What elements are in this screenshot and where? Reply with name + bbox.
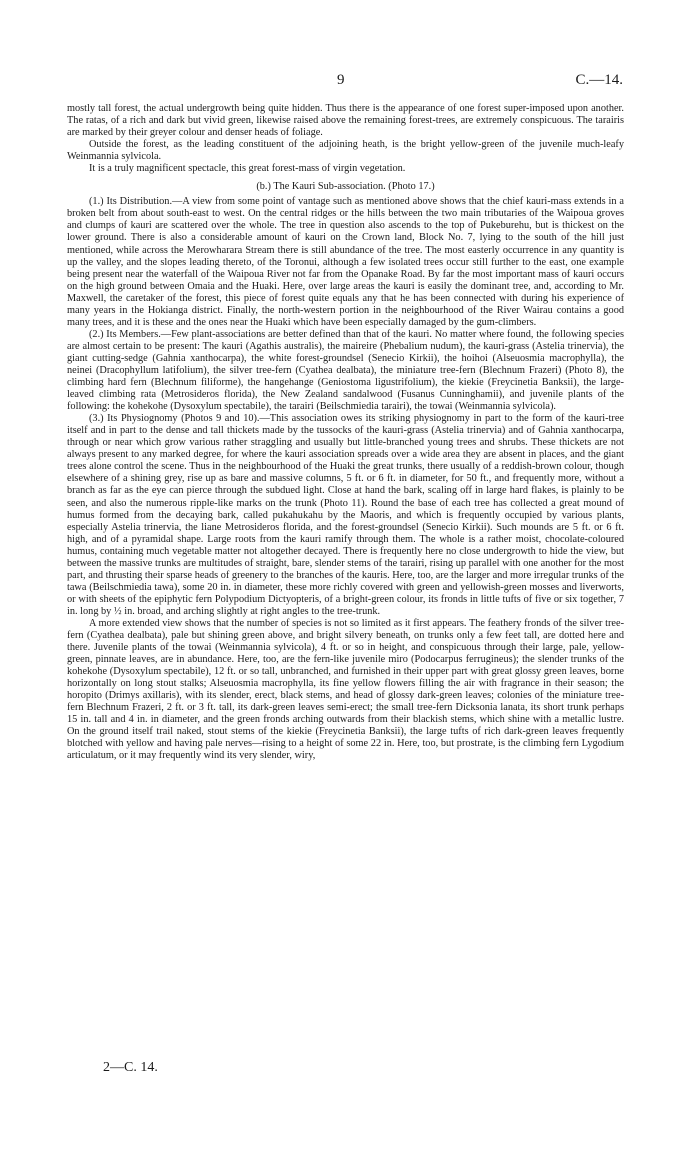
paragraph-distribution: (1.) Its Distribution.—A view from some point of vantage such as mentioned above shows that the chief kauri-mass extends in a broken belt from about south-east to west. On the central ridges or the hills between the two main tributaries of the Waipoua groves and clumps of kauri are scattered over the whole. The tree in question also ascends to the top of Pukeburehu, but is thickest on the lower ground. There is also a considerable amount of kauri on the Crown land, Block No. 7, lying to the south of the hill just mentioned, while across the Merowharara Stream there is still abundance of the tree. The most easterly occurrence in any quantity is up the valley, and the slopes leading thereto, of the Toronui, although a few isolated trees occur still further to the east, one example being present near the waterfall of the Waipoua River not far from the Opanake Road. By far the most important mass of kauri occurs on the high ground between Omaia and the Huaki. Here, over large areas the kauri is easily the dominant tree, and, according to Mr. Maxwell, the caretaker of the forest, this piece of forest quite equals any that he has been connected with during his experience of many years in the Hokianga district. Finally, the north-western portion in the neighbourhood of the River Wairau contains a good many trees, and it is these and the ones near the Huaki which have been especially damaged by the gum-climbers. (67, 196, 624, 328)
section-subheading: (b.) The Kauri Sub-association. (Photo 17.) (256, 181, 435, 193)
page-body (67, 103, 624, 763)
paragraph-2: Outside the forest, as the leading constituent of the adjoining heath, is the bright yellow-green of the juvenile much-leafy Weinmannia sylvicola. (67, 139, 624, 163)
paragraph-1: mostly tall forest, the actual undergrowth being quite hidden. Thus there is the appearance of one forest super-imposed upon another. The ratas, of a rich and dark but vivid green, likewise raised above the remaining forest-trees, are extremely conspicuous. The tarairis are marked by their greyer colour and denser heads of foliage. (67, 103, 624, 139)
page-header (0, 74, 700, 90)
signature-mark: 2—C. 14. (103, 1060, 158, 1075)
paragraph-members: (2.) Its Members.—Few plant-associations are better defined than that of the kauri. No matter where found, the following species are almost certain to be present: The kauri (Agathis australis), the maireire (Phebalium nudum), the kauri-grass (Astelia trinervia), the giant cutting-sedge (Gahnia xanthocarpa), the white forest-groundsel (Senecio Kirkii), the hoihoi (Alseuosmia macrophylla), the neinei (Dracophyllum latifolium), the silver tree-fern (Cyathea dealbata), the miniature tree-fern (Blechnum Frazeri) (Photo 8), the climbing hard fern (Blechnum filiforme), the hangehange (Geniostoma ligustrifolium), the kiekie (Freycinetia Banksii), the large-leaved climbing rata (Metrosideros florida), the New Zealand sandalwood (Fusanus Cunninghamii), and juvenile plants of the following: the kohekohe (Dysoxylum spectabile), the tarairi (Beilschmiedia tarairi), the towai (Weinmannia sylvicola). (67, 328, 624, 413)
paragraph-3: It is a truly magnificent spectacle, this great forest-mass of virgin vegetation. (89, 163, 406, 175)
paragraph-extended-view: A more extended view shows that the number of species is not so limited as it first appears. The feathery fronds of the silver tree-fern (Cyathea dealbata), pale but shining green above, and bright silvery beneath, on trunks only a few feet tall, are dotted here and there. Juvenile plants of the towai (Weinmannia sylvicola), 4 ft. or so in height, and conspicuous through their large, pale, yellow-green, pinnate leaves, are in abundance. Here, too, are the fern-like juvenile miro (Podocarpus ferrugineus); the slender trunks of the kohekohe (Dysoxylum spectabile), 12 ft. or so tall, unbranched, and furnished in their upper part with great glossy green leaves, borne horizontally on long stout stalks; Alseuosmia macrophylla, its fine yellow flowers filling the air with fragrance in their season; the horopito (Drimys axillaris), with its slender, erect, black stems, and head of glossy dark-green leaves; colonies of the miniature tree-fern Blechnum Frazeri, 2 ft. or 3 ft. tall, its dark-green leaves semi-erect; the small tree-fern Dicksonia lanata, its short trunk perhaps 15 in. tall and 4 in. in diameter, and the green fronds arching outwards from their blackish stems, which shine with a metallic lustre. On the ground itself trail naked, stout stems of the kiekie (Freycinetia Banksii), the large tufts of rich dark-green leaves frequently blotched with yellow and having pale nerves—rising to a height of some 22 in. Here, too, but prostrate, is the climbing fern Lygodium articulatum, or it may frequently wind its very slender, wiry, (67, 617, 624, 762)
document-reference: C.—14. (575, 72, 623, 88)
page-number: 9 (337, 72, 345, 88)
paragraph-physiognomy: (3.) Its Physiognomy (Photos 9 and 10).—This association owes its striking physiognomy in part to the form of the kauri-tree itself and in part to the dense and tall thickets made by the tussocks of the kauri-grass (Astelia trinervia) and of Gahnia xanthocarpa, through or near which grow various rather straggling and usually but little-branched young trees and shrubs. These thickets are not always present to any marked degree, for where the kauri association spreads over a wide area they are absent in places, and the giant trees alone control the scene. Thus in the neighbourhood of the Huaki the great trunks, there usually of a reddish-brown colour, though elsewhere of a shining grey, rise up as bare and massive columns, 5 ft. or 6 ft. in diameter, for 50 ft., and frequently more, without a branch as far as the eye can pierce through the subdued light. Close at hand the bark, scaling off in large hard flakes, is plainly to be seen, and also the numerous ripple-like marks on the trunk (Photo 11). Round the base of each tree has collected a great mound of humus formed from the decaying bark, called pukahukahu by the Maoris, and which is frequently occupied by various plants, especially Astelia trinervia, the liane Metrosideros florida, and the forest-groundsel (Senecio Kirkii). Such mounds are 5 ft. or 6 ft. high, and of a pyramidal shape. Large roots from the kauri ramify through them. The whole is a rather moist, chocolate-coloured humus, containing much vegetable matter not altogether decayed. There is frequently here no close undergrowth to hide the view, but between the massive trunks are multitudes of straight, bare, slender stems of the tarairi, rising up parallel with one another for the most part, and thrusting their sparse heads of greenery to the branches of the kauris. Here, too, are the larger and more irregular trunks of the tawa (Beilschmiedia tawa), some 20 in. in diameter, these more richly covered with green and yellowish-green mosses and liverworts, or with sheets of the epiphytic fern Polypodium Dictyopteris, of a bright-green colour, its fronds in little tufts of five or six together, 7 in. long by ½ in. broad, and arching slightly at right angles to the tree-trunk. (67, 413, 624, 617)
